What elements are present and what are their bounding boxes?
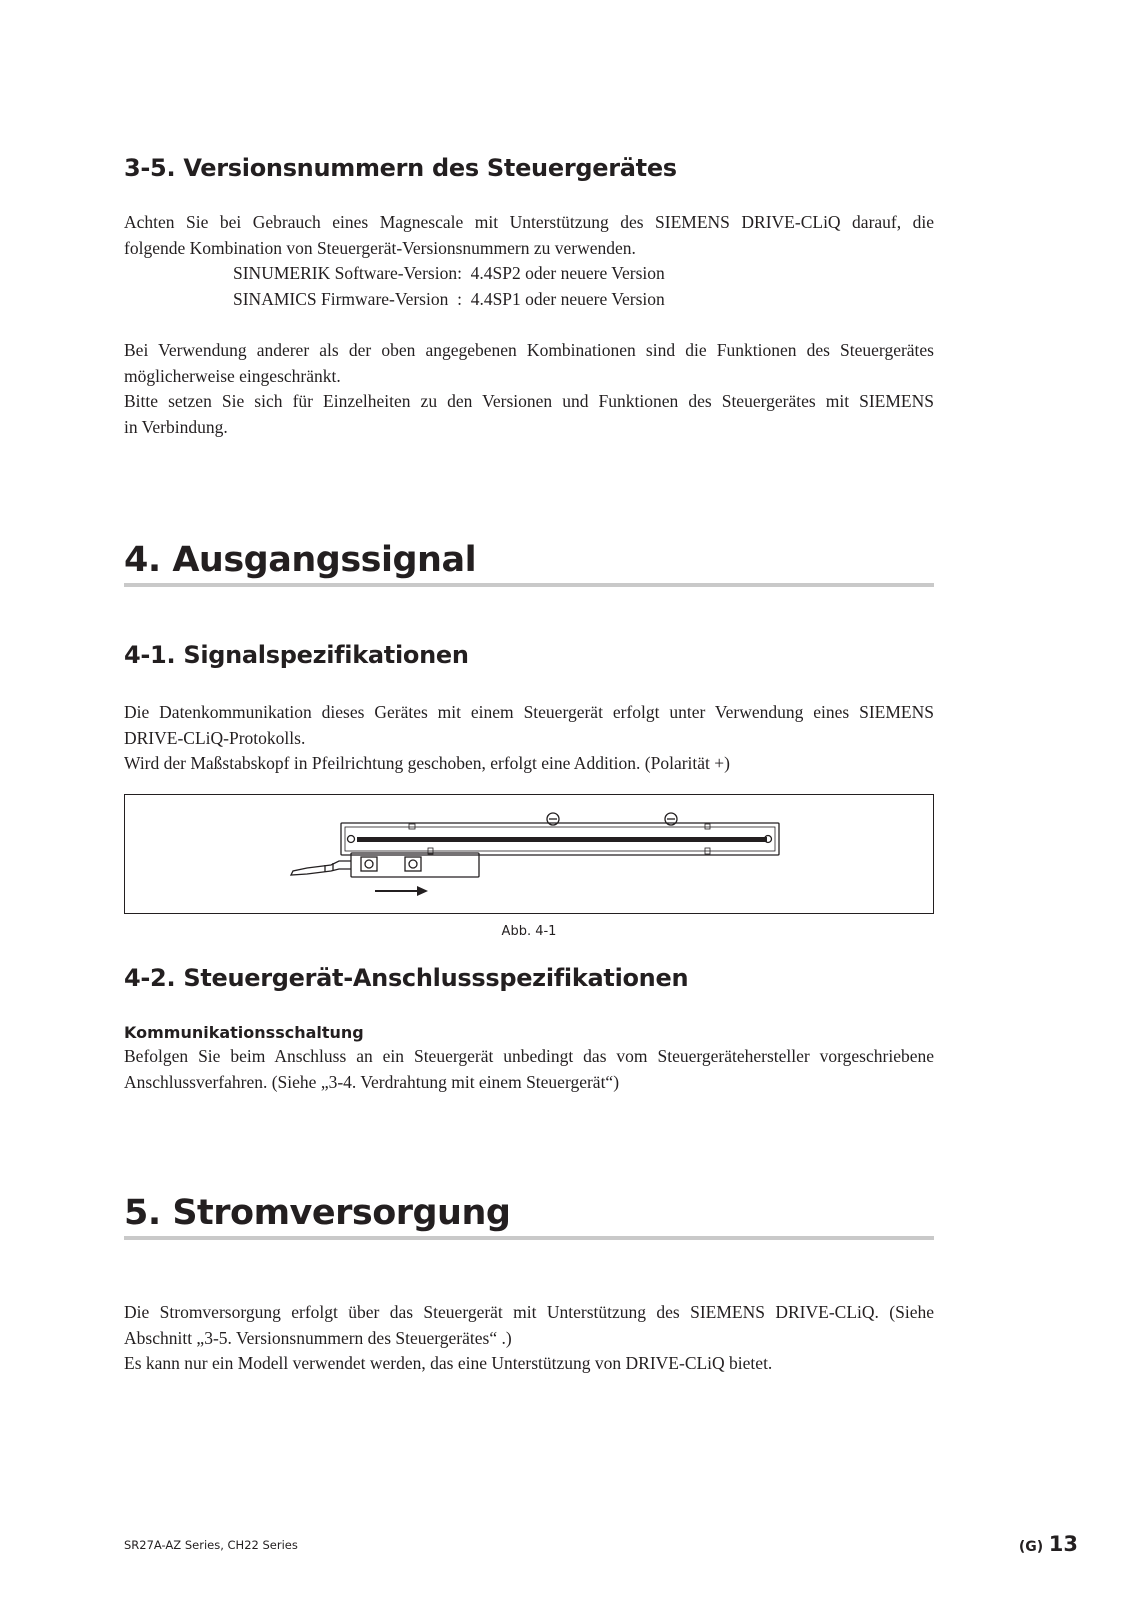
text-line: möglicherweise eingeschränkt. [124,365,341,386]
section-4-1-paragraph [124,700,934,777]
scale-drawing [125,795,933,913]
text-line: DRIVE-CLiQ-Protokolls. [124,727,306,748]
page-number: 13 [1048,1532,1078,1556]
figure-caption: Abb. 4-1 [501,924,557,939]
sinamics-version-line: SINAMICS Firmware-Version : 4.4SP1 oder neuere Version [233,288,665,309]
section-4-2-heading: 4-2. Steuergerät-Anschlussspezifikationen [124,964,689,992]
section-5-paragraph [124,1300,934,1377]
text-line: Befolgen Sie beim Anschluss an ein Steuergerät unbedingt das vom Steuergerätehersteller vorgeschriebene [124,1046,934,1066]
text-line: folgende Kombination von Steuergerät-Versionsnummern zu verwenden. [124,237,636,258]
section-4-2-paragraph [124,1044,934,1095]
section-4-2-subheading: Kommunikationsschaltung [124,1023,364,1042]
section-4-1-heading: 4-1. Signalspezifikationen [124,641,469,669]
figure-4-1 [124,794,934,914]
section-5-heading: 5. Stromversorgung [124,1193,511,1233]
text-line: in Verbindung. [124,416,228,437]
text-line: Die Stromversorgung erfolgt über das Steuergerät mit Unterstützung des SIEMENS DRIVE-CLiQ. (Siehe [124,1302,934,1322]
direction-arrow-icon [417,886,428,896]
footer-series: SR27A-AZ Series, CH22 Series [124,1538,298,1552]
text-line: Bitte setzen Sie sich für Einzelheiten zu den Versionen und Funktionen des Steuergerätes mit SIEMENS [124,391,934,411]
text-line: Bei Verwendung anderer als der oben angegebenen Kombinationen sind die Funktionen des Steuergerätes [124,340,934,360]
section-3-5-heading: 3-5. Versionsnummern des Steuergerätes [124,154,677,182]
footer-page-number [1019,1532,1078,1556]
section-3-5-paragraph-2 [124,338,934,440]
text-line: Die Datenkommunikation dieses Gerätes mit einem Steuergerät erfolgt unter Verwendung eines SIEMENS [124,702,934,722]
section-4-rule [124,583,934,587]
text-line: Achten Sie bei Gebrauch eines Magnescale mit Unterstützung des SIEMENS DRIVE-CLiQ darauf, die [124,212,934,232]
head-screw [361,857,377,871]
text-line: Anschlussverfahren. (Siehe „3-4. Verdrahtung mit einem Steuergerät“) [124,1071,620,1092]
text-line: Es kann nur ein Modell verwendet werden, das eine Unterstützung von DRIVE-CLiQ bietet. [124,1353,773,1373]
scale-track [357,837,767,842]
section-5-rule [124,1236,934,1240]
section-4-heading: 4. Ausgangssignal [124,540,477,580]
head-screw [405,857,421,871]
text-line: Wird der Maßstabskopf in Pfeilrichtung geschoben, erfolgt eine Addition. (Polarität +) [124,753,730,773]
sinumerik-version-line: SINUMERIK Software-Version: 4.4SP2 oder neuere Version [233,263,665,283]
text-line: Abschnitt „3-5. Versionsnummern des Steuergerätes“ .) [124,1327,512,1348]
section-3-5-paragraph-1 [124,210,934,312]
language-code: (G) [1018,1539,1044,1555]
